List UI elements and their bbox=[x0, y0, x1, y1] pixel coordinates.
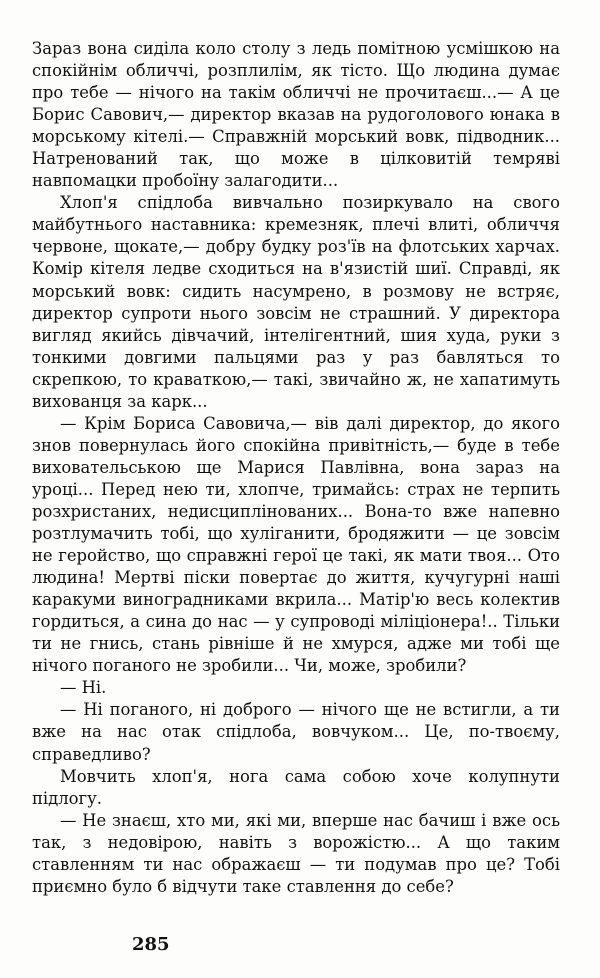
paragraph: — Ні. bbox=[60, 678, 107, 698]
page-number: 285 bbox=[132, 934, 170, 955]
body-text bbox=[32, 38, 560, 898]
paragraph: Мовчить хлоп'я, нога сама собою хоче колупнути підлогу. bbox=[32, 766, 560, 808]
paragraph: Хлоп'я спідлоба вивчально позиркувало на свого майбутнього наставника: кремезняк, плечі влиті, обличчя червоне, щокате,— добру будку роз'їв на флотських харчах. Комір кітеля ледве сходиться на в'язистій шиї. Справді, як морський вовк: сидить насумрено, в розмову не встряє, директор супроти нього зовсім не страшний. У директора вигляд якийсь дівчачий, інтелігентний, шия худа, руки з тонкими довгими пальцями раз у раз бавляться то скрепкою, то краваткою,— такі, звичайно ж, не хапатимуть вихованця за карк... bbox=[32, 193, 560, 411]
paragraph: — Ні поганого, ні доброго — нічого ще не встигли, а ти вже на нас отак спідлоба, вовчуком... Це, по-твоєму, справедливо? bbox=[32, 700, 560, 764]
paragraph: — Крім Бориса Савовича,— вів далі директор, до якого знов повернулась його спокійна привітність,— буде в тебе виховательською ще Марися Павлівна, вона зараз на уроці... Перед нею ти, хлопче, тримайсь: страх не терпить розхристаних, недисциплінованих... Вона-то вже напевно розтлумачить тобі, що хуліганити, бродяжити — це зовсім не геройство, що справжні герої це такі, як мати твоя... Ото людина! Мертві піски повертає до життя, кучугурні наші каракуми виноградниками вкрила... Матір'ю весь колектив гордиться, а сина до нас — у супроводі міліціонера!.. Тільки ти не гнись, стань рівніше й не хмурся, адже ми тобі ще нічого поганого не зробили... Чи, може, зробили? bbox=[32, 413, 560, 676]
paragraph: Зараз вона сиділа коло столу з ледь помітною усмішкою на спокійнім обличчі, розплилім, як тісто. Що людина думає про тебе — нічого на такім обличчі не прочитаєш...— А це Борис Савович,— директор вказав на рудоголового юнака в морському кітелі.— Справжній морський вовк, підводник... Натренований так, що може в цілковитій темряві навпомацки пробоїну залагодити... bbox=[32, 39, 560, 191]
paragraph: — Не знаєш, хто ми, які ми, вперше нас бачиш і вже ось так, з недовірою, навіть з ворожістю... А що таким ставленням ти нас ображаєш — ти подумав про це? Тобі приємно було б відчути таке ставлення до себе? bbox=[32, 810, 560, 896]
